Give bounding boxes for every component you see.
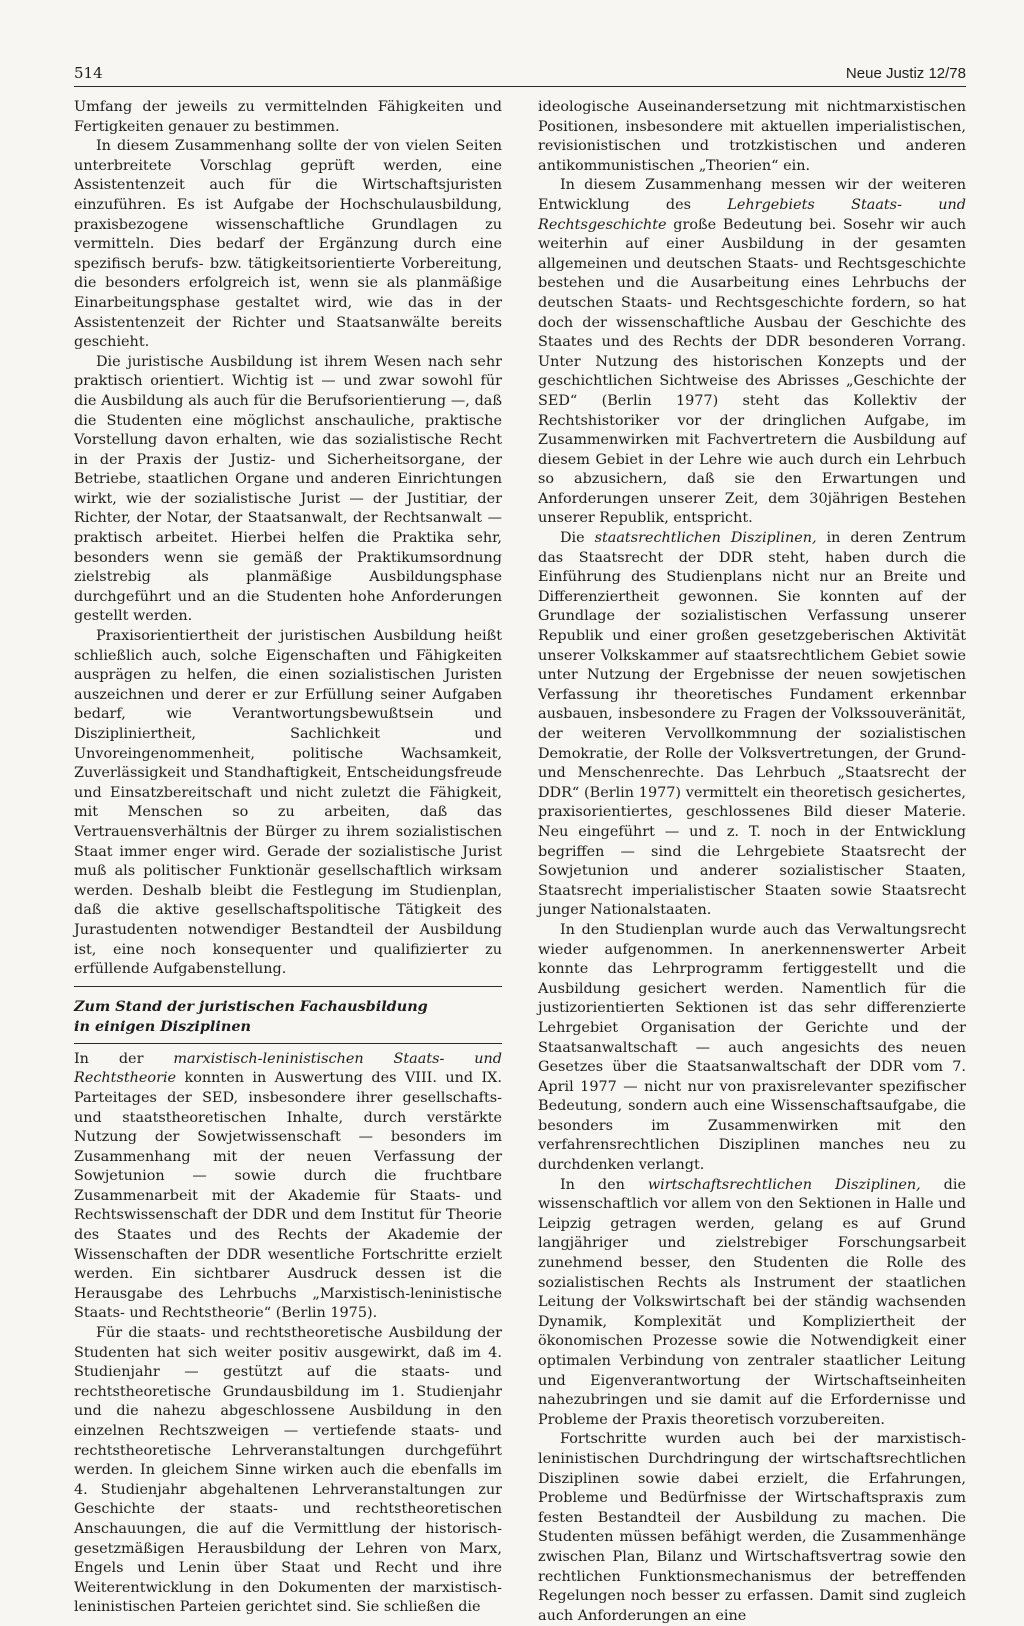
paragraph xyxy=(74,1050,502,1324)
paragraph xyxy=(538,176,966,529)
text-run: In den xyxy=(560,1176,648,1193)
paragraph: Für die staats- und rechtstheoretische Ausbildung der Studenten hat sich weiter positiv ausgewirkt, daß im 4. Studienjahr — gestützt auf die staats- und rechtstheoretische Grundausbildung im 1. Studienjahr und die nahezu abgeschlossene Ausbildung in den einzelnen Rechtszweigen — vertiefende staats- und rechtstheoretische Lehrveranstaltungen durchgeführt werden. In gleichem Sinne wirken auch die ebenfalls im 4. Studienjahr abgehaltenen Lehrveranstaltungen zur Geschichte der staats- und rechtstheoretischen Anschauungen, die auf die Vermittlung der historisch-gesetzmäßigen Herausbildung der Lehren von Marx, Engels und Lenin über Staat und Recht und ihre Weiterentwicklung in den Dokumenten der marxistisch-leninistischen Parteien gerichtet sind. Sie schließen die xyxy=(74,1325,502,1616)
section-rule-top xyxy=(74,986,502,987)
paragraph: Praxisorientiertheit der juristischen Ausbildung heißt schließlich auch, solche Eigenschaften und Fähigkeiten ausprägen zu helfen, die einen sozialistischen Juristen auszeichnen und derer er zur Erfüllung seiner Aufgaben bedarf, wie Verantwortungsbewußtsein und Diszipliniertheit, Sachlichkeit und Unvoreingenommenheit, politische Wachsamkeit, Zuverlässigkeit und Standhaftigkeit, Entscheidungsfreude und Einsatzbereitschaft und nicht zuletzt die Fähigkeit, mit Menschen so zu arbeiten, daß das Vertrauensverhältnis der Bürger zu ihrem sozialistischen Staat immer enger wird. Gerade der sozialistische Jurist muß als politischer Funktionär gesellschaftlich wirksam werden. Deshalb bleibt die Festlegung im Studienplan, daß die aktive gesellschaftspolitische Tätigkeit des Jurastudenten notwendiger Bestandteil der Ausbildung ist, eine noch konsequenter und qualifizierter zu erfüllende Aufgabenstellung. xyxy=(74,628,502,978)
section-heading xyxy=(74,993,502,1043)
page-header xyxy=(74,62,966,87)
text-run: in deren Zentrum das Staatsrecht der DDR steht, haben durch die Einführung des Studienplans nicht nur an Breite und Differenziertheit gewonnen. Sie konnten auf der Grundlage der sozialistischen Verfassung unserer Republik und einer großen gesetzgeberischen Aktivität unserer Volkskammer auf staatsrechtlichem Gebiet sowie unter Nutzung der Ergebnisse der neuen sowjetischen Verfassung ihr theoretisches Fundament erkennbar ausbauen, insbesondere zu Fragen der Volkssouveränität, der weiteren Vervollkommnung der sozialistischen Demokratie, der Rolle der Volksvertretungen, der Grund- und Menschenrechte. Das Lehrbuch „Staatsrecht der DDR“ (Berlin 1977) vermittelt ein theoretisch gesichertes, praxisorientiertes, geschlossenes Bild dieser Materie. Neu eingeführt — und z. T. noch in der Entwicklung begriffen — sind die Lehrgebiete Staatsrecht der Sowjetunion und anderer sozialistischer Staaten, Staatsrecht imperialistischer Staaten sowie Staatsrecht junger Nationalstaaten. xyxy=(538,530,966,919)
emphasis: staatsrechtlichen Disziplinen, xyxy=(594,530,817,547)
paragraph xyxy=(538,1176,966,1431)
section-heading-line: in einigen Disziplinen xyxy=(74,1017,251,1035)
journal-title: Neue Justiz 12/78 xyxy=(845,65,966,82)
section-rule-bottom xyxy=(74,1043,502,1044)
text-run: die wissenschaftlich vor allem von den Sektionen in Halle und Leipzig getragen werden, gelang es auf Grund langjähriger und zielstrebiger Forschungsarbeit zunehmend besser, den Studenten die Rolle des sozialistischen Rechts als Instrument der staatlichen Leitung der Volkswirtschaft bei der ständig wachsenden Dynamik, Komplexität und Kompliziertheit der ökonomischen Prozesse sowie die Notwendigkeit einer optimalen Verbindung von zentraler staatlicher Leitung und Eigenverantwortung der Wirtschaftseinheiten nahezubringen und sie damit auf die Erfordernisse und Probleme der Praxis theoretisch vorzubereiten. xyxy=(538,1176,966,1428)
text-run: In der xyxy=(74,1050,174,1067)
right-column xyxy=(538,98,966,1626)
paragraph: Umfang der jeweils zu vermittelnden Fähigkeiten und Fertigkeiten genauer zu bestimmen. xyxy=(74,99,502,135)
paragraph: Fortschritte wurden auch bei der marxistisch-leninistischen Durchdringung der wirtschaftsrechtlichen Disziplinen sowie dabei erzielt, die Erfahrungen, Probleme und Bedürfnisse der Wirtschaftspraxis zum festen Bestandteil der Ausbildung zu machen. Die Studenten müssen befähigt werden, die Zusammenhänge zwischen Plan, Bilanz und Wirtschaftsvertrag sowie den rechtlichen Funktionsmechanismus der betreffenden Regelungen noch besser zu erfassen. Damit sind zugleich auch Anforderungen an eine xyxy=(538,1431,966,1624)
text-run: In diesem Zusammenhang messen wir der weiteren Entwicklung des xyxy=(538,177,966,213)
paragraph xyxy=(538,529,966,921)
emphasis: Lehrgebiets Staats- und Rechtsgeschichte xyxy=(538,196,966,233)
paragraph: Die juristische Ausbildung ist ihrem Wesen nach sehr praktisch orientiert. Wichtig ist — und zwar sowohl für die Ausbildung als auch für die Berufsorientierung —, daß die Studenten eine möglichst anschauliche, praktische Vorstellung davon erhalten, wie das sozialistische Recht in der Praxis der Justiz- und Sicherheitsorgane, der Betriebe, staatlichen Organe und anderen Einrichtungen wirkt, wie der sozialistische Jurist — der Justitiar, der Richter, der Notar, der Staatsanwalt, der Rechtsanwalt — praktisch arbeitet. Hierbei helfen die Praktika sehr, besonders wenn sie gemäß der Praktikumsordnung zielstrebig als planmäßige Ausbildungsphase durchgeführt und an die Studenten hohe Anforderungen gestellt werden. xyxy=(74,353,502,625)
paragraph: In den Studienplan wurde auch das Verwaltungsrecht wieder aufgenommen. In anerkennenswerter Arbeit konnte das Lehrprogramm fertiggestellt und die Ausbildung gesichert werden. Namentlich für die justizorientierten Sektionen ist das sehr differenzierte Lehrgebiet Organisation der Gerichte und der Staatsanwaltschaft — auch angesichts des neuen Gesetzes über die Staatsanwaltschaft der DDR vom 7. April 1977 — nicht nur von praxisrelevanter spezifischer Bedeutung, sondern auch eine Wissenschaftsaufgabe, die besonders im Zusammenwirken mit den verfahrensrechtlichen Disziplinen manches neu zu durchdenken verlangt. xyxy=(538,921,966,1174)
emphasis: wirtschaftsrechtlichen Disziplinen, xyxy=(647,1176,921,1193)
section-heading-line: Zum Stand der juristischen Fachausbildung xyxy=(74,997,428,1015)
emphasis: marxistisch-leninistischen Staats- und Rechtstheorie xyxy=(74,1050,502,1087)
text-run: große Bedeutung bei. Sosehr wir auch weiterhin auf einer Ausbildung in der gesamten allgemeinen und deutschen Staats- und Rechtsgeschichte bestehen und die Ausarbeitung eines Lehrbuchs der deutschen Staats- und Rechtsgeschichte fordern, so hat doch der wissenschaftliche Ausbau der Geschichte des Staates und des Rechts der DDR besonderen Vorrang. Unter Nutzung des historischen Konzepts und der geschichtlichen Sichtweise des Abrisses „Geschichte der SED“ (Berlin 1977) steht das Kollektiv der Rechtshistoriker vor der dringlichen Aufgabe, im Zusammenwirken mit Fachvertretern die Ausbildung auf diesem Gebiet in der Lehre wie auch durch ein Lehrbuch so abzusichern, daß sie den Erwartungen und Anforderungen unserer Zeit, dem 30jährigen Bestehen unserer Republik, entspricht. xyxy=(538,216,966,527)
text-run: konnten in Auswertung des VIII. und IX. Parteitages der SED, insbesondere ihrer gesellschafts- und staatstheoretischen Inhalte, durch verstärkte Nutzung der Sowjetwissenschaft — besonders im Zusammenhang mit der neuen Verfassung der Sowjetunion — sowie durch die fruchtbare Zusammenarbeit mit der Akademie für Staats- und Rechtswissenschaft der DDR und dem Institut für Theorie des Staates und des Rechts der Akademie der Wissenschaften der DDR wesentliche Fortschritte erzielt werden. Ein sichtbarer Ausdruck dessen ist die Herausgabe des Lehrbuchs „Marxistisch-leninistische Staats- und Rechtstheorie“ (Berlin 1975). xyxy=(74,1070,502,1322)
left-column xyxy=(74,98,502,1618)
paragraph: ideologische Auseinandersetzung mit nichtmarxistischen Positionen, insbesondere mit aktuellen imperialistischen, revisionistischen und trotzkistischen und anderen antikommunistischen „Theorien“ ein. xyxy=(538,99,966,174)
page-number: 514 xyxy=(74,64,103,82)
paragraph: In diesem Zusammenhang sollte der von vielen Seiten unterbreitete Vorschlag geprüft werden, eine Assistentenzeit auch für die Wirtschaftsjuristen einzuführen. Es ist Aufgabe der Hochschulausbildung, praxisbezogene wissenschaftliche Grundlagen zu vermitteln. Dies bedarf der Ergänzung durch eine spezifisch berufs- bzw. tätigkeitsorientierte Vorbereitung, die besonders erfolgreich ist, wenn sie als planmäßige Einarbeitungsphase gestaltet wird, wie das in der Assistentenzeit der Richter und Staatsanwälte bereits geschieht. xyxy=(74,138,502,351)
text-run: Die xyxy=(560,530,595,547)
